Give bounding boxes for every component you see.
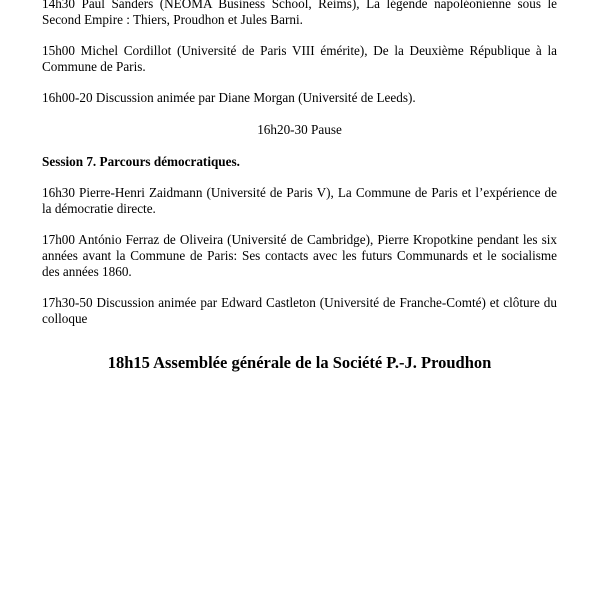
pause-line: 16h20-30 Pause [257,122,342,137]
closing-discussion-17h30: 17h30-50 Discussion animée par Edward Castleton (Université de Franche-Comté) et clôture du colloque [42,295,557,326]
session-7-heading: Session 7. Parcours démocratiques. [42,154,240,169]
talk-item-16h30: 16h30 Pierre-Henri Zaidmann (Université de Paris V), La Commune de Paris et l’expérience de la démocratie directe. [42,185,557,216]
talk-item-17h00: 17h00 António Ferraz de Oliveira (Université de Cambridge), Pierre Kropotkine pendant les six années avant la Commune de Paris: Ses contacts avec les futurs Communards et le socialisme des années 1860. [42,232,557,279]
general-assembly-heading: 18h15 Assemblée générale de la Société P.-J. Proudhon [107,353,492,372]
talk-item-14h30: 14h30 Paul Sanders (NEOMA Business School, Reims), La légende napoléonienne sous le Second Empire : Thiers, Proudhon et Jules Barni. [42,0,557,27]
program-text [42,0,557,388]
talk-item-15h00: 15h00 Michel Cordillot (Université de Paris VIII émérite), De la Deuxième République à la Commune de Paris. [42,43,557,74]
discussion-item-16h00: 16h00-20 Discussion animée par Diane Morgan (Université de Leeds). [42,90,416,105]
